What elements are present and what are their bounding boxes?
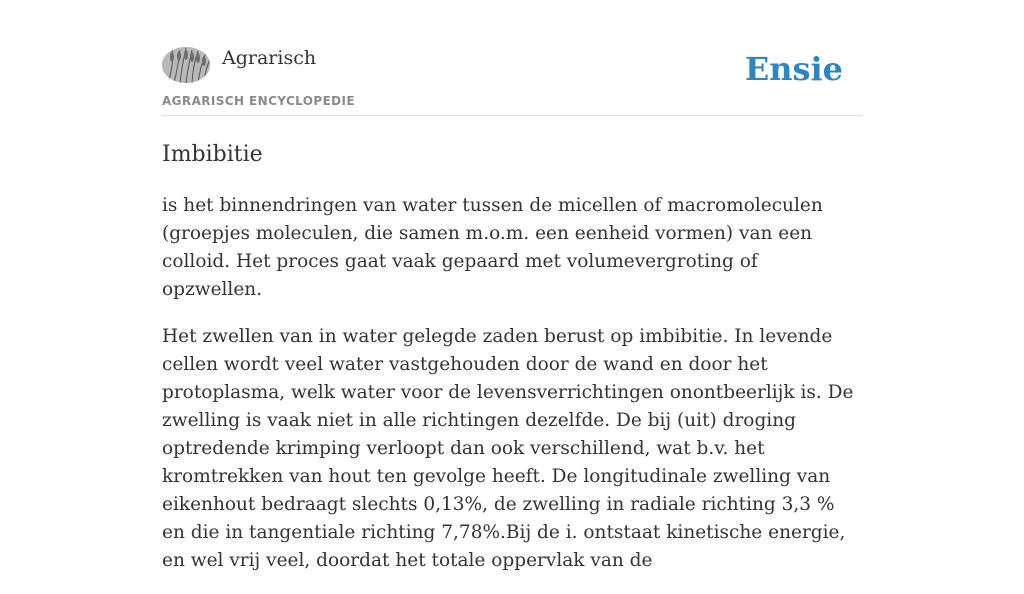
source-header xyxy=(162,0,862,116)
article-title: Imbibitie xyxy=(162,142,263,167)
source-name[interactable]: Agrarisch xyxy=(222,47,317,69)
source-subtitle: AGRARISCH ENCYCLOPEDIE xyxy=(162,94,355,108)
article-paragraph: is het binnendringen van water tussen de micellen of macromoleculen (groepjes moleculen, die samen m.o.m. een eenheid vormen) van een colloid. Het proces gaat vaak gepaard met volumevergroting of opzwellen. xyxy=(162,195,823,300)
article-body xyxy=(162,192,862,594)
article-page xyxy=(162,0,862,571)
brand-logo[interactable]: Ensie xyxy=(744,50,843,88)
wheat-ears-logo[interactable] xyxy=(162,47,210,83)
article-paragraph: Het zwellen van in water gelegde zaden berust op imbibitie. In levende cellen wordt veel water vastgehouden door de wand en door het protoplasma, welk water voor de levensverrichtingen onontbeerlijk is. De zwelling is vaak niet in alle richtingen dezelfde. De bij (uit) droging optredende krimping verloopt dan ook verschillend, wat b.v. het kromtrekken van hout ten gevolge heeft. De longitudinale zwelling van eikenhout bedraagt slechts 0,13%, de zwelling in radiale richting 3,3 % en die in tangentiale richting 7,78%.Bij de i. ontstaat kinetische energie, en wel vrij veel, doordat het totale oppervlak van de xyxy=(162,326,854,571)
